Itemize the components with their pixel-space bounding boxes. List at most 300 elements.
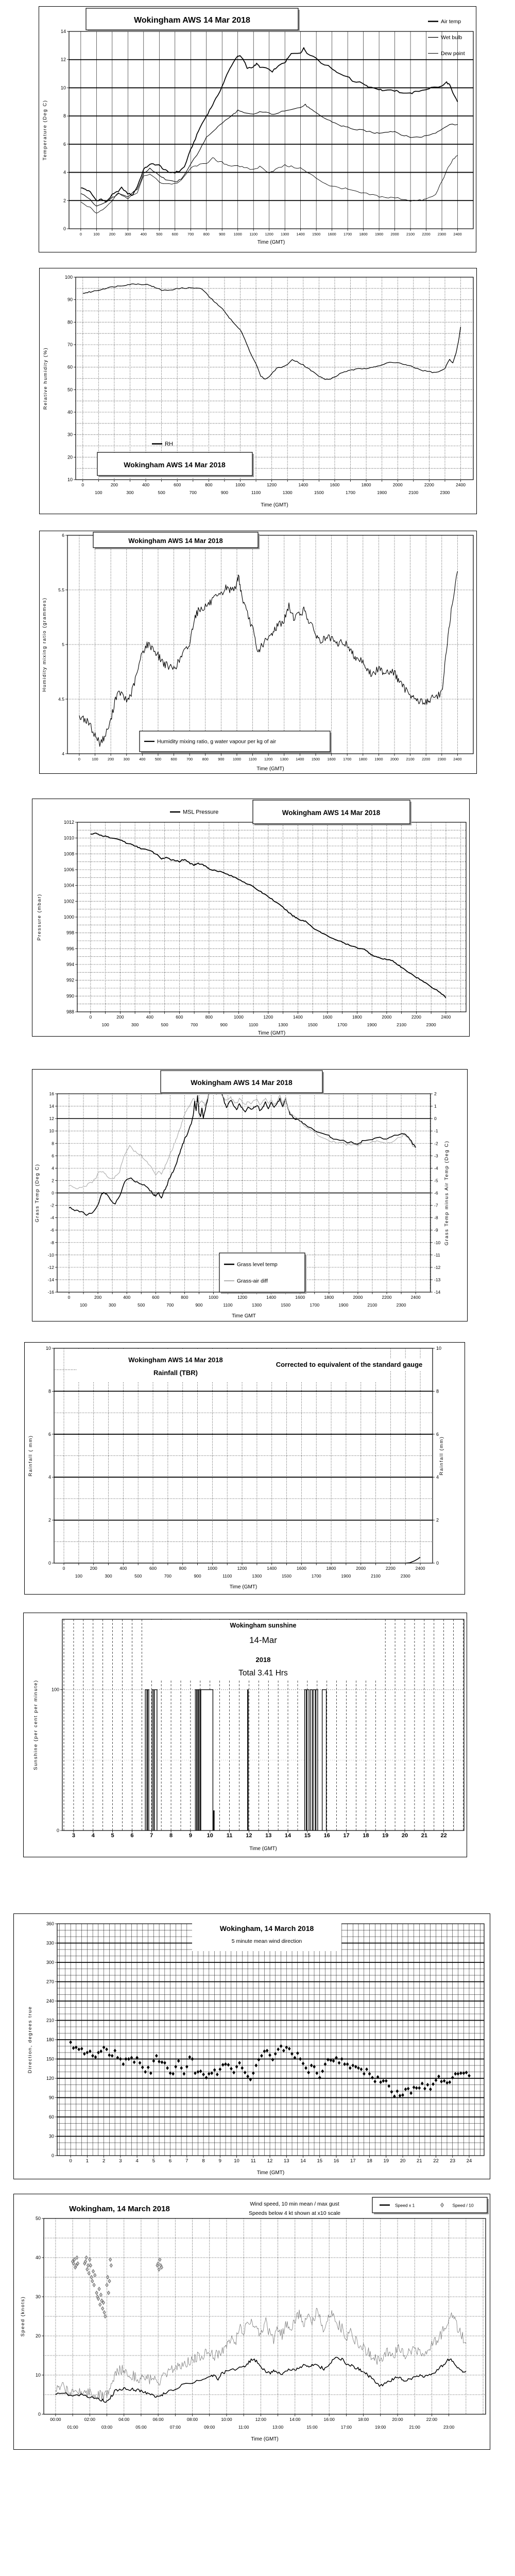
x-tick-label: 21:00 — [409, 2425, 420, 2430]
chart-text: Total 3.41 Hrs — [238, 1669, 288, 1677]
x-tick-label: 4 — [135, 2158, 139, 2164]
data-point-marker — [429, 2087, 432, 2091]
x-tick-label: 1100 — [249, 232, 258, 236]
y-axis-label: Pressure (mbar) — [37, 893, 42, 941]
x-tick-label: 1100 — [223, 1302, 233, 1308]
data-point-marker — [94, 2274, 96, 2277]
x-tick-label: 1900 — [338, 1302, 349, 1308]
humidity-mixing-ratio-svg — [40, 531, 476, 773]
data-point-marker — [399, 2094, 402, 2098]
chart-humidity-mixing-ratio — [39, 531, 477, 774]
x-tick-label: 01:00 — [67, 2425, 78, 2430]
x-tick-label: 700 — [186, 757, 193, 761]
data-point-marker — [268, 2053, 271, 2057]
data-point-marker — [415, 2086, 418, 2090]
x-axis-label: Time (GMT) — [249, 1846, 277, 1852]
y-tick-label: -8 — [50, 1240, 54, 1245]
y-tick-label: 80 — [67, 319, 73, 325]
x-tick-label: 8 — [202, 2158, 205, 2164]
x-tick-label: 5 — [111, 1833, 114, 1839]
data-point-marker — [180, 2066, 183, 2070]
data-point-marker — [97, 2050, 100, 2055]
y2-tick-label: -4 — [434, 1165, 438, 1171]
y-tick-label: 5.5 — [58, 587, 64, 592]
data-point-marker — [119, 2057, 122, 2061]
x-tick-label: 200 — [109, 232, 115, 236]
msl-pressure-svg — [32, 799, 469, 1036]
plot-border — [76, 277, 473, 480]
data-point-marker — [177, 2059, 180, 2063]
y-tick-label: 30 — [35, 2294, 41, 2299]
data-point-marker — [208, 2072, 211, 2076]
chart-text: 5 minute mean wind direction — [231, 1938, 302, 1944]
y2-tick-label: -7 — [434, 1202, 438, 1208]
x-axis-ticks — [68, 1292, 421, 1308]
sunshine-bar — [201, 1690, 213, 1831]
x-tick-label: 2400 — [441, 1014, 451, 1020]
y-tick-label: 270 — [46, 1979, 54, 1985]
grid — [69, 31, 473, 229]
y-axis-label: Rainfall ( mm) — [28, 1435, 33, 1477]
data-point-marker — [152, 2059, 156, 2063]
x-tick-label: 11 — [250, 2158, 256, 2164]
x-tick-label: 1900 — [367, 1022, 377, 1027]
data-point-marker — [282, 2048, 285, 2053]
y-axis-label: Temperature (Deg C) — [42, 99, 48, 161]
x-tick-label: 18 — [363, 1833, 369, 1839]
x-axis-label: Time (GMT) — [229, 1584, 258, 1590]
y-tick-label: 6 — [63, 141, 66, 147]
chart-text: Wokingham sunshine — [230, 1622, 297, 1629]
y-tick-label: 330 — [46, 1940, 54, 1946]
x-tick-label: 300 — [126, 490, 134, 495]
grass-temperature-svg — [32, 1070, 467, 1320]
y-tick-label: 10 — [45, 1346, 51, 1351]
x-tick-label: 2300 — [437, 232, 447, 236]
x-tick-label: 22 — [433, 2158, 439, 2164]
x-tick-label: 1700 — [311, 1573, 321, 1579]
y2-tick-label: -10 — [434, 1240, 441, 1245]
y-tick-label: 0 — [56, 1828, 59, 1833]
data-point-marker — [349, 2066, 352, 2070]
x-tick-label: 22:00 — [426, 2417, 438, 2422]
y2-tick-label: 0 — [434, 1116, 437, 1122]
y-tick-label: 4.5 — [58, 697, 64, 702]
x-axis-ticks — [78, 754, 462, 761]
x-axis-ticks — [50, 2414, 454, 2430]
x-tick-label: 100 — [93, 232, 100, 236]
grid — [67, 535, 473, 754]
x-tick-label: 1400 — [266, 1295, 277, 1300]
data-point-marker — [440, 2079, 443, 2083]
x-tick-label: 2000 — [390, 757, 399, 761]
x-tick-label: 1800 — [324, 1295, 334, 1300]
data-point-marker — [125, 2057, 128, 2061]
sunshine-bar — [311, 1690, 313, 1831]
x-tick-label: 400 — [139, 757, 146, 761]
data-point-marker — [141, 2065, 144, 2070]
y-axis-label-right: Grass Temp minus Air Temp (Deg C) — [444, 1140, 450, 1246]
data-point-marker — [258, 2058, 261, 2062]
x-tick-label: 17:00 — [340, 2425, 352, 2430]
data-point-marker — [307, 2071, 310, 2075]
data-point-marker — [147, 2065, 150, 2070]
x-tick-label: 1000 — [233, 232, 242, 236]
data-point-marker — [94, 2055, 97, 2059]
x-tick-label: 1400 — [293, 1014, 303, 1020]
x-tick-label: 1300 — [280, 757, 288, 761]
data-point-marker — [98, 2287, 100, 2291]
data-point-marker — [302, 2061, 305, 2065]
data-point-marker — [205, 2076, 208, 2080]
y-axis-ticks — [64, 820, 77, 1014]
data-point-marker — [69, 2040, 72, 2044]
x-tick-label: 100 — [92, 757, 98, 761]
x-tick-label: 10:00 — [221, 2417, 232, 2422]
x-tick-label: 1200 — [237, 1566, 247, 1571]
x-tick-label: 12 — [267, 2158, 273, 2164]
x-tick-label: 900 — [220, 1022, 228, 1027]
x-tick-label: 2200 — [422, 232, 431, 236]
x-tick-label: 1400 — [296, 232, 305, 236]
x-tick-label: 2300 — [440, 490, 450, 495]
y-tick-label: 210 — [46, 2018, 54, 2023]
y-tick-label: 0 — [52, 1190, 54, 1196]
mask-box — [192, 1918, 341, 1951]
x-tick-label: 20 — [401, 1833, 408, 1839]
x-tick-label: 17 — [350, 2158, 356, 2164]
x-tick-label: 1800 — [361, 482, 371, 487]
y-tick-label: 2 — [63, 198, 66, 204]
x-tick-label: 19:00 — [375, 2425, 386, 2430]
x-tick-label: 0 — [67, 1295, 71, 1300]
series-layer — [56, 2256, 466, 2402]
y-axis-ticks — [48, 1091, 57, 1295]
data-point-marker — [99, 2293, 102, 2297]
x-tick-label: 1100 — [222, 1573, 232, 1579]
x-tick-label: 2300 — [426, 1022, 436, 1027]
data-point-marker — [351, 2063, 354, 2067]
x-axis-ticks — [81, 480, 466, 495]
y-tick-label: -10 — [47, 1252, 54, 1258]
x-tick-label: 22 — [440, 1833, 447, 1839]
x-tick-label: 1600 — [330, 482, 340, 487]
y-tick-label: 100 — [64, 275, 73, 280]
x-tick-label: 2400 — [410, 1295, 421, 1300]
y-tick-label: 8 — [52, 1141, 54, 1146]
data-point-marker — [230, 2066, 233, 2071]
y-tick-label: 994 — [66, 962, 74, 967]
data-point-marker — [144, 2070, 147, 2074]
data-point-marker — [409, 2091, 413, 2095]
x-tick-label: 2300 — [437, 757, 446, 761]
x-tick-label: 2000 — [356, 1566, 366, 1571]
data-point-marker — [188, 2055, 192, 2059]
data-point-marker — [127, 2057, 130, 2061]
y-tick-label: 0 — [63, 226, 66, 231]
x-tick-label: 1500 — [312, 232, 321, 236]
chart-text: Wokingham, 14 March 2018 — [69, 2205, 170, 2213]
data-point-marker — [76, 2256, 78, 2259]
y2-tick-label: -9 — [434, 1227, 438, 1233]
x-tick-label: 900 — [219, 232, 226, 236]
data-point-marker — [90, 2275, 93, 2279]
x-tick-label: 14 — [300, 2158, 306, 2164]
grid — [76, 277, 473, 480]
x-tick-label: 1000 — [209, 1295, 218, 1300]
sunshine-bar — [145, 1690, 147, 1831]
x-axis-label: Time GMT — [232, 1313, 256, 1319]
y-tick-label: 6 — [62, 533, 64, 538]
y2-tick-label: -2 — [434, 1141, 438, 1146]
x-tick-label: 1200 — [237, 1295, 248, 1300]
y-axis-ticks — [46, 1921, 57, 2158]
data-point-marker — [159, 2258, 161, 2261]
data-point-marker — [216, 2073, 219, 2077]
x-tick-label: 8 — [169, 1833, 173, 1839]
data-point-marker — [246, 2074, 249, 2078]
x-tick-label: 0 — [69, 2158, 72, 2164]
data-point-marker — [363, 2072, 366, 2076]
sunshine-bar — [199, 1690, 200, 1831]
x-tick-label: 21 — [421, 1833, 427, 1839]
data-point-marker — [171, 2072, 175, 2076]
x-tick-label: 11:00 — [238, 2425, 249, 2430]
x-tick-label: 100 — [79, 1302, 88, 1308]
legend-label: Speed x 1 — [395, 2202, 415, 2208]
x-tick-label: 19 — [382, 1833, 389, 1839]
chart-sunshine — [23, 1613, 467, 1857]
y2-tick-label: -5 — [434, 1178, 438, 1183]
x-tick-label: 7 — [150, 1833, 153, 1839]
y-tick-label: 60 — [48, 2114, 54, 2120]
chart-text: Wokingham AWS 14 Mar 2018 — [128, 1356, 223, 1364]
y-tick-label: 240 — [46, 1998, 54, 2004]
x-tick-label: 400 — [142, 482, 150, 487]
x-tick-label: 20:00 — [392, 2417, 403, 2422]
sunshine-bar — [313, 1690, 315, 1831]
data-point-marker — [443, 2079, 446, 2083]
x-tick-label: 16 — [323, 1833, 330, 1839]
x-tick-label: 2400 — [415, 1566, 425, 1571]
y2-tick-label: -12 — [434, 1264, 441, 1270]
y-tick-label: 1002 — [63, 899, 74, 904]
x-tick-label: 05:00 — [135, 2425, 147, 2430]
data-point-marker — [299, 2057, 302, 2061]
data-point-marker — [238, 2061, 241, 2065]
data-point-marker — [385, 2079, 388, 2083]
x-tick-label: 1700 — [310, 1302, 320, 1308]
y-tick-label: 1012 — [63, 820, 74, 825]
data-point-marker — [85, 2256, 88, 2259]
y-tick-label: 90 — [67, 297, 73, 302]
data-point-marker — [338, 2061, 341, 2065]
x-tick-label: 500 — [134, 1573, 142, 1579]
y2-tick-label: 2 — [434, 1091, 437, 1096]
x-tick-label: 500 — [158, 490, 165, 495]
x-tick-label: 1700 — [343, 232, 352, 236]
data-point-marker — [426, 2083, 430, 2087]
data-point-marker — [95, 2291, 98, 2295]
x-tick-label: 300 — [105, 1573, 112, 1579]
x-tick-label: 13 — [265, 1833, 272, 1839]
wind-direction-svg — [14, 1914, 489, 2178]
x-tick-label: 1300 — [278, 1022, 288, 1027]
y-tick-label: 1000 — [63, 914, 74, 920]
data-point-marker — [72, 2046, 75, 2050]
x-tick-label: 2200 — [422, 757, 431, 761]
x-tick-label: 1900 — [374, 232, 384, 236]
x-tick-label: 3 — [119, 2158, 122, 2164]
y-tick-label: 2 — [48, 1517, 51, 1523]
data-point-marker — [277, 2047, 280, 2052]
chart-text: Wokingham AWS 14 Mar 2018 — [128, 537, 223, 545]
x-tick-label: 100 — [101, 1022, 109, 1027]
data-point-marker — [86, 2267, 89, 2271]
x-tick-label: 1600 — [295, 1295, 305, 1300]
y-tick-label: -12 — [47, 1264, 54, 1270]
data-point-marker — [91, 2279, 94, 2283]
data-point-marker — [445, 2081, 449, 2085]
x-tick-label: 18:00 — [357, 2417, 369, 2422]
x-tick-label: 13:00 — [272, 2425, 284, 2430]
y2-tick-label: 10 — [436, 1346, 442, 1351]
x-tick-label: 0 — [78, 757, 80, 761]
legend-label: RH — [165, 441, 173, 447]
x-tick-label: 200 — [110, 482, 118, 487]
chart-msl-pressure — [32, 799, 470, 1037]
x-tick-label: 04:00 — [118, 2417, 130, 2422]
data-point-marker — [468, 2074, 471, 2078]
y-tick-label: 300 — [46, 1960, 54, 1965]
y-tick-label: 4 — [48, 1475, 51, 1480]
x-tick-label: 1600 — [327, 757, 336, 761]
x-tick-label: 1200 — [263, 1014, 273, 1020]
x-tick-label: 17 — [343, 1833, 350, 1839]
y2-axis-ticks — [431, 1091, 441, 1295]
y-tick-label: 50 — [67, 387, 73, 393]
data-point-marker — [260, 2054, 263, 2058]
data-point-marker — [158, 2060, 161, 2064]
data-point-marker — [437, 2074, 440, 2078]
x-tick-label: 1200 — [265, 232, 273, 236]
x-tick-label: 800 — [202, 757, 209, 761]
data-point-marker — [271, 2058, 274, 2062]
x-tick-label: 4 — [91, 1833, 95, 1839]
y-tick-label: 16 — [49, 1091, 54, 1096]
air-temperature-svg — [39, 7, 475, 251]
grid — [77, 822, 466, 1012]
x-tick-label: 24 — [466, 2158, 472, 2164]
x-tick-label: 23:00 — [443, 2425, 455, 2430]
y-tick-label: 10 — [67, 477, 73, 482]
x-tick-label: 0 — [79, 232, 82, 236]
data-point-marker — [423, 2087, 426, 2091]
x-axis-label: Time (GMT) — [257, 240, 285, 245]
x-tick-label: 400 — [123, 1295, 131, 1300]
chart-text: Rainfall (TBR) — [153, 1369, 198, 1377]
data-point-marker — [432, 2082, 435, 2086]
x-tick-label: 1300 — [282, 490, 293, 495]
y-tick-label: 360 — [46, 1921, 54, 1926]
data-point-marker — [139, 2061, 142, 2065]
x-tick-label: 400 — [140, 232, 147, 236]
y-tick-label: 10 — [35, 2372, 41, 2378]
y2-tick-label: -8 — [434, 1215, 438, 1221]
x-tick-label: 6 — [168, 2158, 172, 2164]
x-tick-label: 08:00 — [186, 2417, 198, 2422]
x-tick-label: 12 — [246, 1833, 252, 1839]
x-tick-label: 1100 — [251, 490, 261, 495]
data-point-marker — [108, 2053, 111, 2057]
x-tick-label: 1000 — [207, 1566, 217, 1571]
chart-wind-speed — [13, 2194, 490, 2450]
chart-air-temperature — [39, 6, 476, 252]
data-point-marker — [288, 2047, 291, 2051]
x-axis-label: Time (GMT) — [256, 2170, 285, 2176]
y2-tick-label: -1 — [434, 1128, 438, 1134]
x-tick-label: 500 — [138, 1302, 145, 1308]
chart-text: Wokingham, 14 March 2018 — [219, 1924, 314, 1933]
x-axis-label: Time (GMT) — [258, 1030, 286, 1036]
x-tick-label: 14:00 — [289, 2417, 301, 2422]
data-point-marker — [133, 2060, 136, 2064]
y-tick-label: 6 — [48, 1431, 51, 1437]
x-tick-label: 10 — [234, 2158, 239, 2164]
sunshine-bar — [197, 1690, 198, 1831]
chart-wind-direction — [13, 1913, 490, 2179]
y-axis-label: Grass Temp (Deg C) — [35, 1163, 40, 1223]
x-tick-label: 1800 — [352, 1014, 362, 1020]
y2-tick-label: -13 — [434, 1277, 441, 1282]
data-point-marker — [371, 2076, 374, 2080]
data-point-marker — [465, 2071, 468, 2075]
y-tick-label: 40 — [35, 2255, 41, 2260]
data-point-marker — [296, 2051, 299, 2055]
chart-text: Speeds below 4 kt shown at x10 scale — [248, 2210, 341, 2216]
x-tick-label: 1400 — [267, 1566, 277, 1571]
y-tick-label: 1006 — [63, 867, 74, 872]
x-axis-ticks — [72, 1831, 447, 1839]
x-tick-label: 1500 — [314, 490, 324, 495]
x-tick-label: 1900 — [341, 1573, 351, 1579]
data-point-marker — [91, 2054, 94, 2058]
y-axis-label: Speed (knots) — [20, 2296, 26, 2337]
data-point-marker — [103, 2311, 106, 2314]
x-tick-label: 9 — [188, 1833, 192, 1839]
x-tick-label: 1500 — [281, 1302, 291, 1308]
data-point-marker — [373, 2079, 376, 2083]
x-tick-label: 300 — [123, 757, 130, 761]
data-point-marker — [105, 2047, 108, 2052]
y-axis-ticks — [52, 1687, 62, 1833]
data-point-marker — [108, 2279, 111, 2283]
data-point-marker — [390, 2090, 393, 2094]
x-axis-ticks — [63, 1563, 425, 1579]
y-tick-label: -6 — [50, 1227, 54, 1233]
x-tick-label: 2100 — [371, 1573, 381, 1579]
y-tick-label: -2 — [50, 1202, 54, 1208]
x-tick-label: 600 — [176, 1014, 183, 1020]
y-tick-label: 14 — [49, 1104, 54, 1109]
x-tick-label: 200 — [94, 1295, 102, 1300]
data-point-marker — [413, 2086, 416, 2090]
y-tick-label: 12 — [60, 57, 66, 62]
chart-text: Wind speed, 10 min mean / max gust — [250, 2201, 339, 2207]
chart-text: Corrected to equivalent of the standard gauge — [276, 1361, 423, 1368]
data-point-marker — [166, 2066, 169, 2070]
x-tick-label: 2100 — [408, 490, 419, 495]
